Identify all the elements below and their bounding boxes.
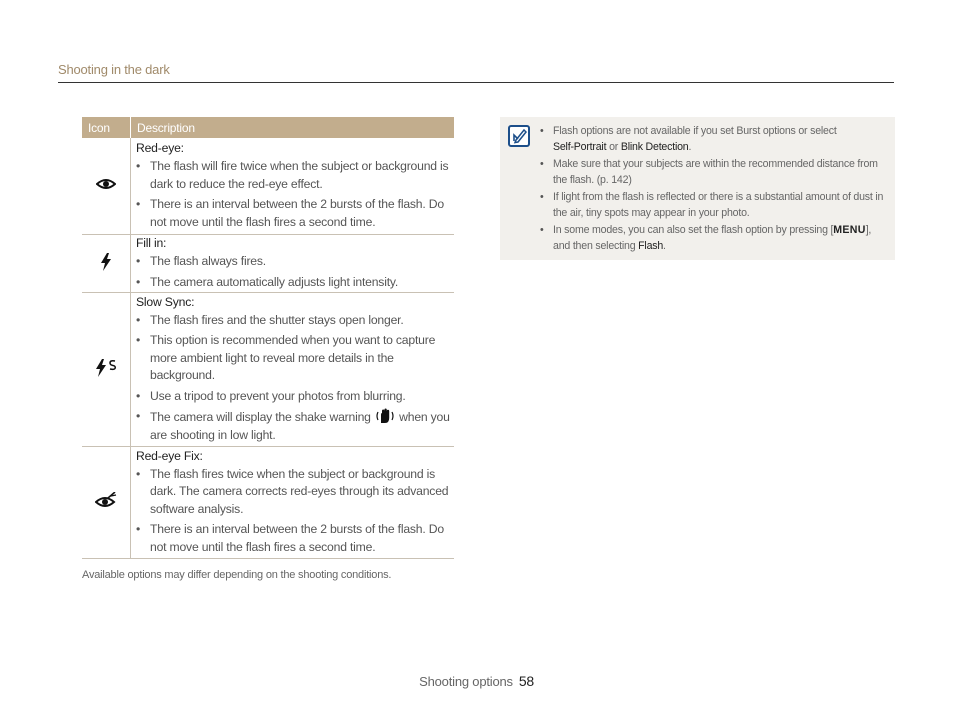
page-number: 58 (518, 673, 534, 689)
icon-cell (82, 138, 131, 234)
option-bullets (136, 158, 454, 231)
table-header-row (82, 117, 454, 138)
option-name: Slow Sync: (136, 294, 195, 309)
page-footer (419, 673, 534, 689)
list-item: • Use a tripod to prevent your photos from blurring. (136, 388, 454, 406)
header-divider (58, 82, 894, 83)
option-name: Fill in: (136, 236, 167, 250)
list-item: • Flash options are not available if you set Burst options or select Self-Portrait or Blink Detection. (540, 124, 885, 155)
list-item: • This option is recommended when you want to capture more ambient light to reveal more details in the background. (136, 332, 454, 385)
column-header-icon: Icon (82, 117, 131, 138)
list-item: • If light from the flash is reflected or there is a substantial amount of dust in the air, tiny spots may appear in your photo. (540, 190, 885, 221)
flash-options-table (82, 117, 454, 559)
note-icon (508, 125, 530, 147)
description-cell (131, 446, 455, 558)
list-item: • The camera automatically adjusts light intensity. (136, 274, 454, 292)
table-row (82, 234, 454, 292)
shake-warning-icon (374, 408, 396, 424)
list-item: • The flash will fire twice when the subject or background is dark to reduce the red-eye effect. (136, 158, 454, 193)
note-list (540, 124, 885, 256)
description-cell (131, 138, 455, 234)
option-bullets (136, 466, 454, 557)
description-cell (131, 292, 455, 446)
fill-in-flash-icon (100, 253, 112, 271)
option-name: Red-eye Fix: (136, 448, 203, 463)
note-box (500, 117, 895, 260)
option-name: Red-eye: (136, 141, 184, 156)
icon-cell (82, 234, 131, 292)
menu-key-label: MENU (833, 224, 866, 236)
list-item: • In some modes, you can also set the flash option by pressing [MENU], and then selecting Flash. (540, 223, 885, 254)
description-cell (131, 234, 455, 292)
red-eye-fix-icon (95, 492, 117, 510)
slow-sync-icon (95, 359, 117, 377)
list-item: • The flash always fires. (136, 253, 454, 271)
table-row (82, 292, 454, 446)
page-title: Shooting in the dark (58, 62, 170, 77)
list-item: • The flash fires twice when the subject or background is dark. The camera corrects red-eyes through its advanced software analysis. (136, 466, 454, 519)
icon-cell (82, 292, 131, 446)
table-footnote: Available options may differ depending on the shooting conditions. (82, 569, 392, 581)
option-bullets (136, 312, 454, 445)
table-row (82, 446, 454, 558)
list-item: • The flash fires and the shutter stays open longer. (136, 312, 454, 330)
column-header-description: Description (131, 117, 455, 138)
list-item: • There is an interval between the 2 bursts of the flash. Do not move until the flash fires a second time. (136, 521, 454, 556)
icon-cell (82, 446, 131, 558)
list-item: • There is an interval between the 2 bursts of the flash. Do not move until the flash fires a second time. (136, 196, 454, 231)
list-item: • Make sure that your subjects are within the recommended distance from the flash. (p. 142) (540, 157, 885, 188)
option-bullets (136, 253, 454, 291)
list-item: • The camera will display the shake warning when you are shooting in low light. (136, 408, 454, 444)
footer-section-name: Shooting options (419, 674, 513, 689)
red-eye-icon (96, 177, 116, 191)
table-row (82, 138, 454, 234)
